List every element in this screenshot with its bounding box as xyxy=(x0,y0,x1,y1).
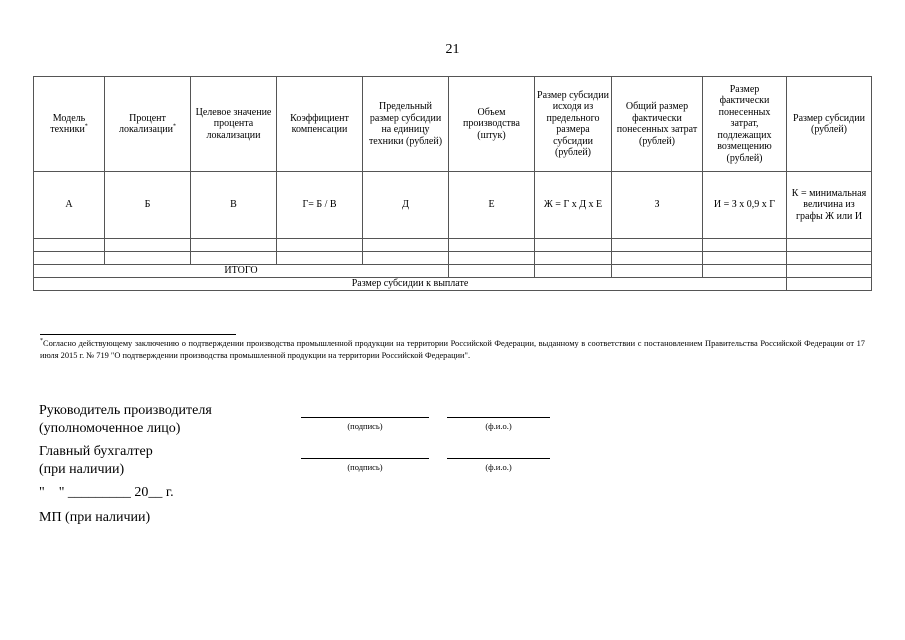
head-signature-label: Руководитель производителя (уполномоченное лицо) xyxy=(39,403,212,436)
code-cell: К = минимальная величина из графы Ж или И xyxy=(787,172,872,239)
header-cell: Объем производства (штук) xyxy=(449,77,535,172)
table-row xyxy=(34,239,872,252)
header-cell: Модель техники* xyxy=(34,77,105,172)
subsidy-calculation-table xyxy=(33,76,872,291)
code-cell: Г= Б / В xyxy=(277,172,363,239)
head-signature-line xyxy=(301,417,429,418)
code-cell: Б xyxy=(105,172,191,239)
head-name-caption: (ф.и.о.) xyxy=(485,421,512,431)
header-cell: Размер субсидии (рублей) xyxy=(787,77,872,172)
payout-row xyxy=(34,278,872,291)
code-cell: Д xyxy=(363,172,449,239)
accountant-signature-line xyxy=(301,458,429,459)
accountant-signature-caption: (подпись) xyxy=(347,462,383,472)
accountant-name-line xyxy=(447,458,550,459)
payout-label: Размер субсидии к выплате xyxy=(34,278,787,291)
header-cell: Коэффициент компенсации xyxy=(277,77,363,172)
accountant-name-caption: (ф.и.о.) xyxy=(485,462,512,472)
footnote-mark: * xyxy=(40,338,43,345)
date-line: " " _________ 20__ г. xyxy=(39,485,174,500)
code-cell: З xyxy=(612,172,703,239)
payout-value-cell xyxy=(787,278,872,291)
code-cell: В xyxy=(191,172,277,239)
code-cell: И = З x 0,9 x Г xyxy=(703,172,787,239)
header-cell: Предельный размер субсидии на единицу техники (рублей) xyxy=(363,77,449,172)
stamp-label: МП (при наличии) xyxy=(39,510,151,525)
table-row xyxy=(34,252,872,265)
footnote-divider xyxy=(40,334,236,335)
table-code-row xyxy=(34,172,872,239)
head-name-line xyxy=(447,417,550,418)
header-cell: Размер субсидии исходя из предельного размера субсидии (рублей) xyxy=(535,77,612,172)
code-cell: Ж = Г x Д x Е xyxy=(535,172,612,239)
total-label: ИТОГО xyxy=(34,265,449,278)
header-cell: Целевое значение процента локализации xyxy=(191,77,277,172)
accountant-signature-label: Главный бухгалтер (при наличии) xyxy=(39,444,153,477)
total-row xyxy=(34,265,872,278)
header-cell: Процент локализации* xyxy=(105,77,191,172)
footnote-text: Согласно действующему заключению о подтверждении производства промышленной продукции на территории Российской Федерации, выданному в соответствии с постановлением Правительства Российской Федерации от 17 июля 2015 г. № 719 "О подтверждении производства промышленной продукции на территории Российской Федерации". xyxy=(40,339,865,360)
code-cell: А xyxy=(34,172,105,239)
header-cell: Общий размер фактически понесенных затрат (рублей) xyxy=(612,77,703,172)
footnote xyxy=(40,338,865,362)
page-number: 21 xyxy=(445,42,460,57)
code-cell: Е xyxy=(449,172,535,239)
table-header-row xyxy=(34,77,872,172)
header-cell: Размер фактически понесенных затрат, подлежащих возмещению (рублей) xyxy=(703,77,787,172)
head-signature-caption: (подпись) xyxy=(347,421,383,431)
